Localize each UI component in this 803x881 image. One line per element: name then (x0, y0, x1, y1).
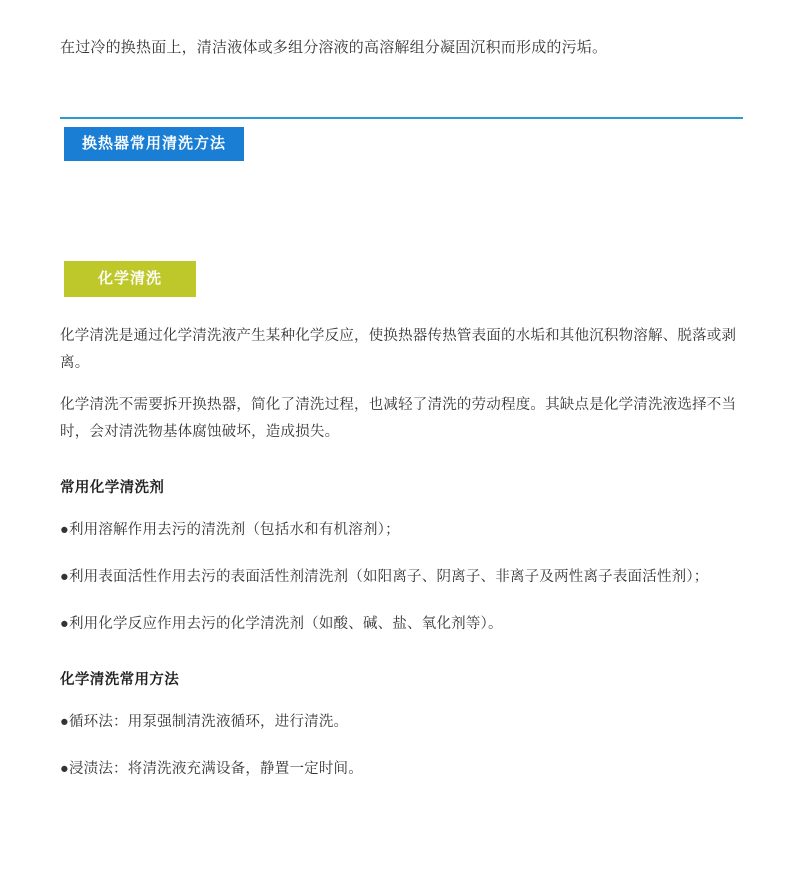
list-item: ●利用化学反应作用去污的化学清洗剂（如酸、碱、盐、氧化剂等）。 (60, 615, 503, 632)
sub-section-tag-label: 化学清洗 (64, 261, 196, 297)
section-heading (60, 117, 743, 153)
heading-common-cleaning-agents: 常用化学清洗剂 (60, 479, 165, 496)
section-divider-rule (60, 117, 743, 119)
list-item: ●浸渍法：将清洗液充满设备，静置一定时间。 (60, 760, 363, 777)
heading-common-cleaning-methods: 化学清洗常用方法 (60, 671, 180, 688)
paragraph-chemical-cleaning-advantages: 化学清洗不需要拆开换热器，简化了清洗过程，也减轻了清洗的劳动程度。其缺点是化学清洗液选择不当时，会对清洗物基体腐蚀破坏，造成损失。 (60, 396, 737, 440)
intro-paragraph: 在过冷的换热面上，清洁液体或多组分溶液的高溶解组分凝固沉积而形成的污垢。 (60, 39, 608, 56)
paragraph-chemical-cleaning-definition: 化学清洗是通过化学清洗液产生某种化学反应，使换热器传热管表面的水垢和其他沉积物溶解、脱落或剥离。 (60, 328, 737, 371)
list-item: ●循环法：用泵强制清洗液循环，进行清洗。 (60, 713, 349, 730)
list-item: ●利用溶解作用去污的清洗剂（包括水和有机溶剂）； (60, 521, 400, 538)
section-tag-label: 换热器常用清洗方法 (64, 127, 244, 161)
document-page (0, 15, 803, 881)
list-item: ●利用表面活性作用去污的表面活性剂清洗剂（如阳离子、阴离子、非离子及两性离子表面活性剂）； (60, 568, 709, 585)
